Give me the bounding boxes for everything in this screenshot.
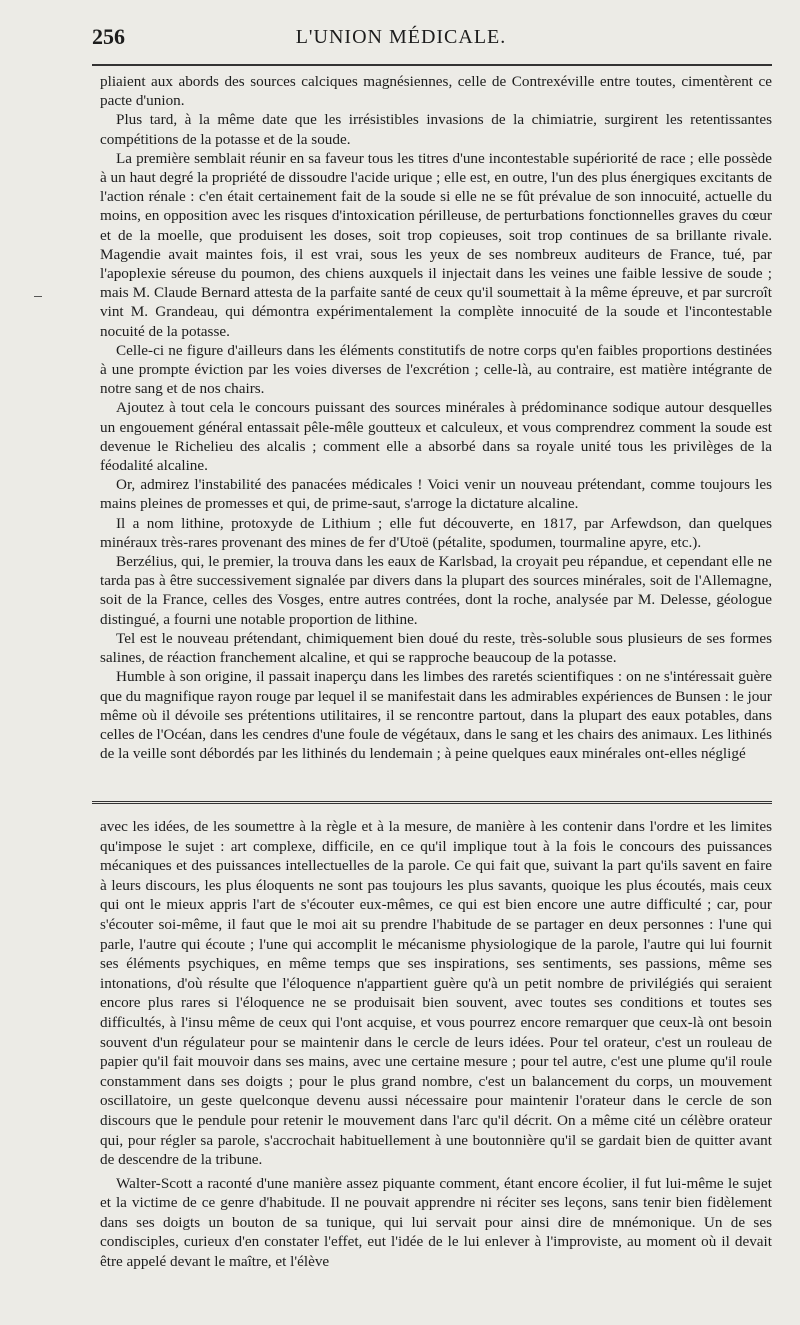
paragraph: La première semblait réunir en sa faveur tous les titres d'une incontestable supériorité de race ; elle possède à un haut degré la propriété de dissoudre l'acide urique ; elle est, en outre, l'un des plus énergiques excitants de l'action rénale : c'en était certainement fait de la soude si elle ne se fût prévalue de son innocuité, actuelle du moins, en opposition avec les risques d'intoxication périlleuse, de perturbations fonctionnelles graves du cœur et de la moelle, que produisent les doses, soit trop copieuses, soit trop continues de sa brillante rivale. Magendie avait maintes fois, il est vrai, sous les yeux de ses nombreux auditeurs de France, tué, par l'apoplexie séreuse du poumon, des chiens auxquels il injectait dans les veines une faible lessive de soude ; mais M. Claude Bernard attesta de la parfaite santé de ceux qu'il soumettait à la même épreuve, et par surcroît vint M. Grandeau, qui démontra expérimentalement la complète innocuité de la soude et l'incontestable nocuité de la potasse. bbox=[100, 149, 772, 340]
paragraph: Or, admirez l'instabilité des panacées médicales ! Voici venir un nouveau prétendant, comme toujours les mains pleines de promesses et qui, de prime-saut, s'arroge la dictature alcaline. bbox=[100, 476, 772, 513]
paragraph: Plus tard, à la même date que les irrésistibles invasions de la chimiatrie, surgirent les retentissantes compétitions de la potasse et de la soude. bbox=[100, 111, 772, 148]
paragraph: Humble à son origine, il passait inaperçu dans les limbes des raretés scientifiques : on ne s'intéressait guère que du magnifique rayon rouge par lequel il se manifestait dans les admirables expériences de Bunsen : le jour même où il dévoile ses prétentions utilitaires, il se rencontre partout, dans la plupart des eaux potables, dans celles de l'Océan, dans les cendres d'une foule de végétaux, dans le sang et les chairs des animaux. Les lithinés de la veille sont débordés par les lithinés du lendemain ; à peine quelques eaux minérales ont-elles négligé bbox=[100, 668, 772, 763]
paragraph: Tel est le nouveau prétendant, chimiquement bien doué du reste, très-soluble sous plusieurs de ses formes salines, de réaction franchement alcaline, et qui se rapproche beaucoup de la potasse. bbox=[100, 629, 772, 667]
main-article bbox=[100, 72, 772, 763]
paragraph: Ajoutez à tout cela le concours puissant des sources minérales à prédominance sodique autour desquelles un engouement général entassait pêle-mêle goutteux et calculeux, et vous comprendrez comment la soude est devenue le Richelieu des alcalis ; comment elle a absorbé dans sa royale unité tous les privilèges de la féodalité alcaline. bbox=[100, 399, 772, 475]
journal-title: L'UNION MÉDICALE. bbox=[295, 26, 507, 48]
feuilleton bbox=[100, 817, 772, 1272]
paragraph: pliaient aux abords des sources calciques magnésiennes, celle de Contrexéville entre toutes, cimentèrent ce pacte d'union. bbox=[100, 73, 772, 110]
paragraph: avec les idées, de les soumettre à la règle et à la mesure, de manière à les contenir dans l'ordre et les limites qu'impose le sujet : art complexe, difficile, en ce qu'il implique tout à la fois le concours des puissances mécaniques et des puissances intellectuelles de la parole. Ce qui fait que, suivant la part qu'ils savent en faire à leurs discours, les plus éloquents ne sont pas toujours les plus savants, quoique les plus écoutés, mais ceux qui ont le mieux appris l'art de s'écouter eux-mêmes, ce qui est bien encore une autre difficulté ; car, pour s'écouter soi-même, il faut que le moi ait su prendre l'habitude de se partager en deux personnes : l'une qui parle, l'autre qui écoute ; l'une qui accomplit le mécanisme physiologique de la parole, l'autre qui lui fournit ses éléments psychiques, en même temps que ses inspirations, ses sentiments, ses passions, même ses intonations, d'où résulte que l'éloquence n'appartient guère qu'à un petit nombre de privilégiés qui seraient encore plus rares si l'éloquence ne se produisait bien souvent, avec toutes ses conditions et toutes ses difficultés, à l'insu même de ceux qui l'ont acquise, et vous pourrez encore remarquer que ceux-là ont besoin souvent d'un régulateur pour se maintenir dans le cercle de leurs idées. Pour tel orateur, c'est un rouleau de papier qu'il fait mouvoir dans ses mains, avec une certaine mesure ; pour tel autre, c'est une plume qu'il roule constamment dans ses doigts ; pour le plus grand nombre, c'est un balancement du corps, un mouvement oscillatoire, un geste quelconque devenu aussi nécessaire pour maintenir l'orateur dans le cercle de son discours que le pendule pour retenir le mouvement dans l'arc qu'il décrit. On a même cité un célèbre orateur qui, pour régler sa parole, s'accrochait habituellement à une boutonnière qu'il se gardait bien de quitter avant de descendre de la tribune. bbox=[100, 818, 772, 1169]
margin-mark bbox=[34, 296, 42, 297]
paragraph: Il a nom lithine, protoxyde de Lithium ; elle fut découverte, en 1817, par Arfewdson, dan quelques minéraux très-rares provenant des mines de fer d'Utoë (pétalite, spodumen, tourmaline apyre, etc.). bbox=[100, 514, 772, 551]
page-number: 256 bbox=[92, 24, 125, 49]
paragraph: Celle-ci ne figure d'ailleurs dans les éléments constitutifs de notre corps qu'en faibles proportions destinées à une prompte éviction par les voies diverses de l'excrétion ; celle-là, au contraire, est matière intégrante de notre sang et de nos chairs. bbox=[100, 341, 772, 398]
header-rule bbox=[92, 64, 772, 66]
paragraph: Walter-Scott a raconté d'une manière assez piquante comment, étant encore écolier, il fut lui-même le sujet et la victime de ce genre d'habitude. Il ne pouvait apprendre ni réciter ses leçons, sans tenir bien fidèlement dans ses doigts un bouton de sa tunique, qui lui servait pour ainsi dire de mnémonique. Un de ses condisciples, curieux d'en constater l'effet, eut l'idée de le lui enlever à l'improviste, au moment où il devait être appelé devant le maître, et l'élève bbox=[100, 1174, 772, 1271]
feuilleton-separator bbox=[92, 801, 772, 804]
paragraph: Berzélius, qui, le premier, la trouva dans les eaux de Karlsbad, la croyait peu répandue, et cependant elle ne tarda pas à être successivement signalée par divers dans la plupart des sources minérales, soit de l'Allemagne, soit de la France, celles des Vosges, entre autres contrées, dont la roche, analysée par M. Delesse, géologue distingué, a fourni une notable proportion de lithine. bbox=[100, 553, 772, 628]
page-header bbox=[92, 22, 770, 56]
